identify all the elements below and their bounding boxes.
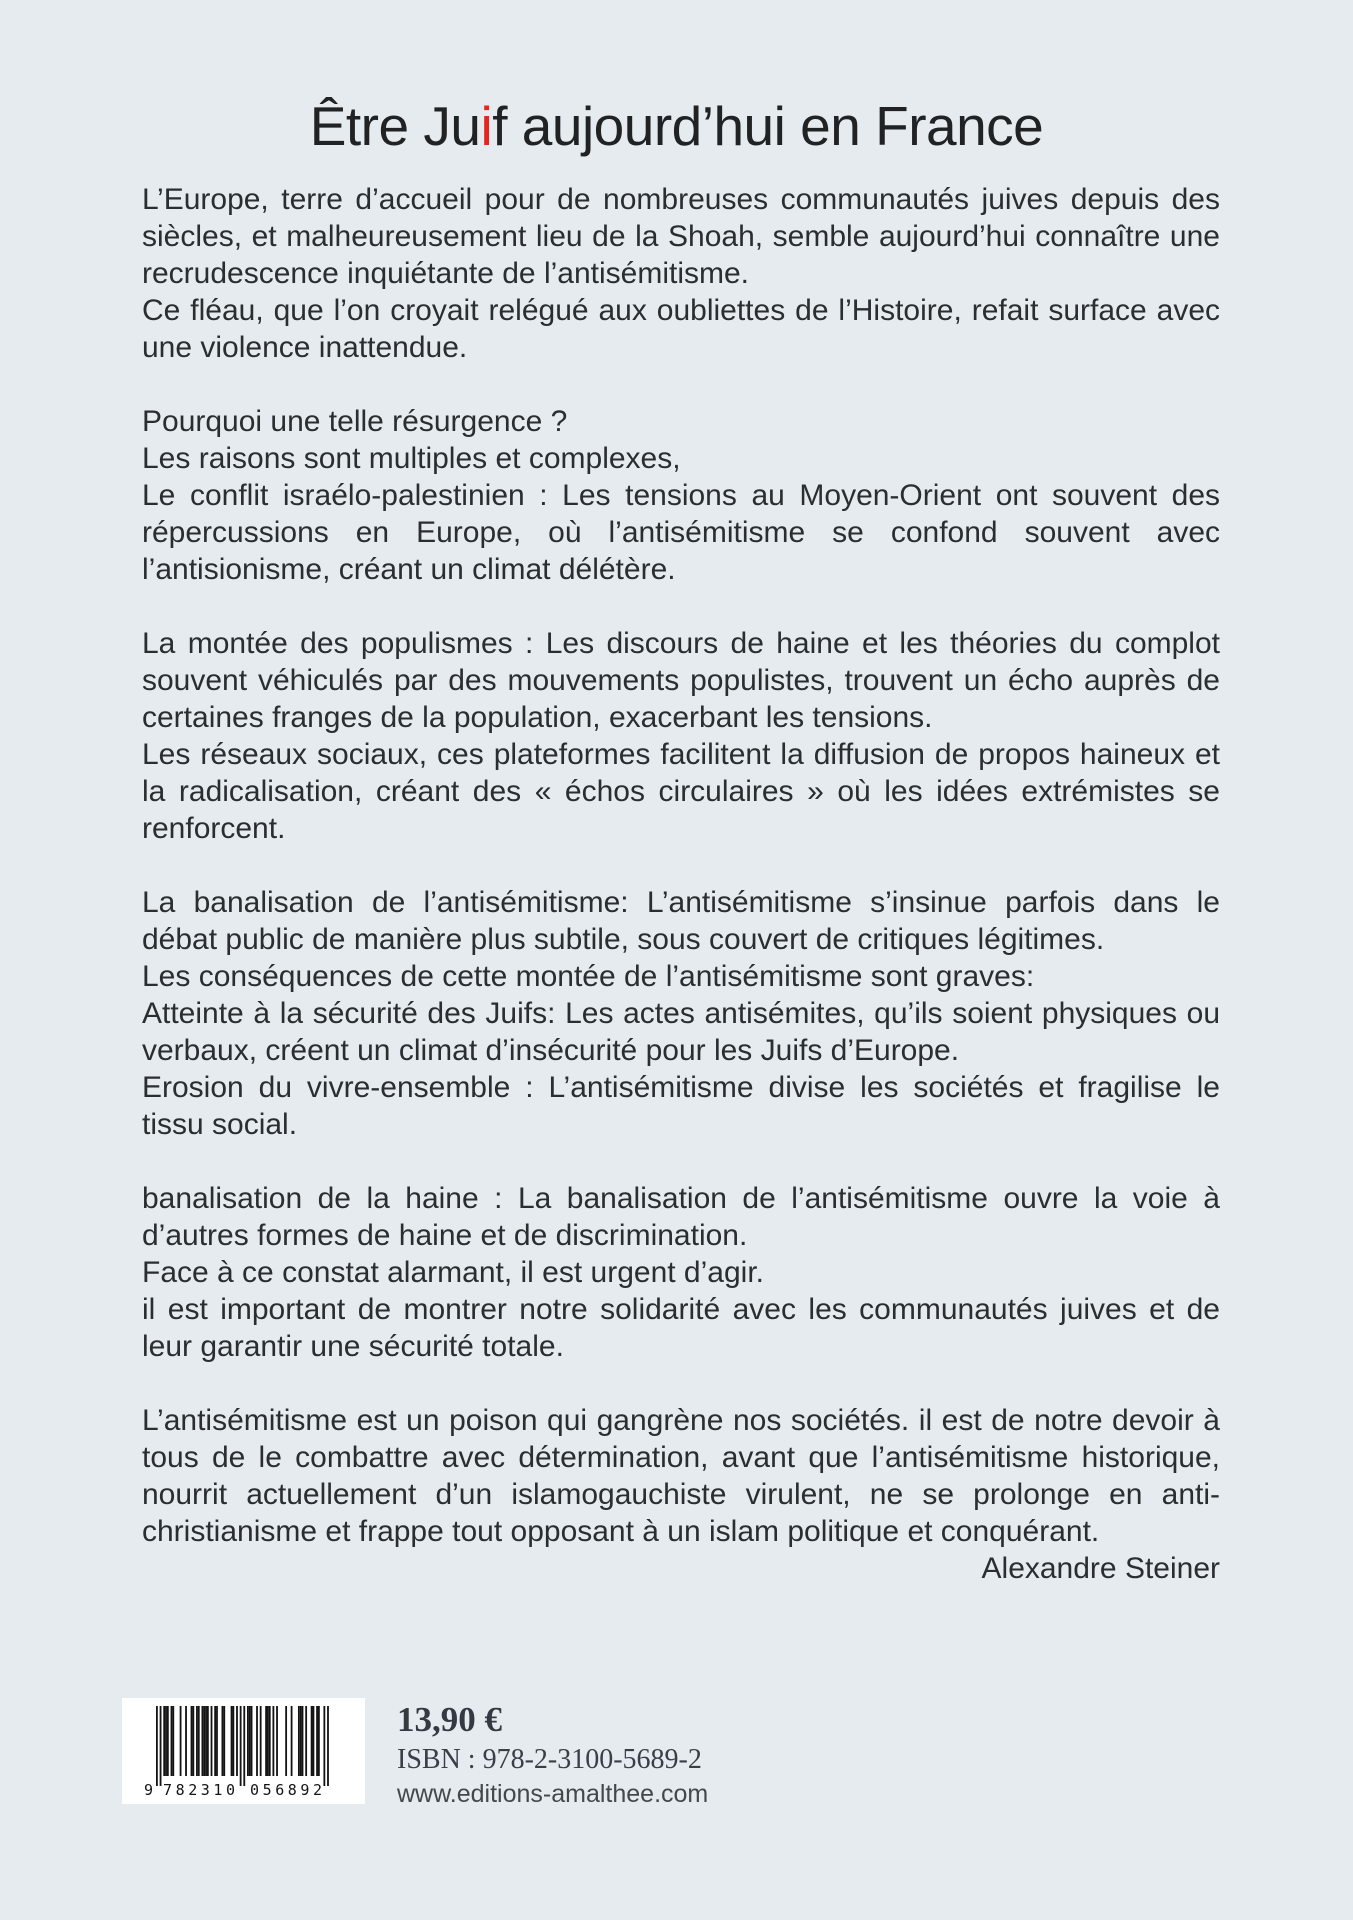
body-paragraph: Erosion du vivre-ensemble : L’antisémitisme divise les sociétés et fragilise le tissu social. bbox=[142, 1070, 1220, 1141]
title-text: f aujourd’hui en France bbox=[492, 95, 1044, 157]
body-paragraph: Les raisons sont multiples et complexes, bbox=[142, 441, 681, 475]
title-text: Être Ju bbox=[309, 95, 481, 157]
publisher-info bbox=[397, 1698, 708, 1809]
svg-text:9: 9 bbox=[143, 1781, 153, 1799]
publisher-website: www.editions-amalthee.com bbox=[397, 1780, 709, 1808]
body-paragraph: La banalisation de l’antisémitisme: L’antisémitisme s’insinue parfois dans le débat public de manière plus subtile, sous couvert de critiques légitimes. bbox=[142, 885, 1220, 956]
body-paragraph: il est important de montrer notre solidarité avec les communautés juives et de leur garantir une sécurité totale. bbox=[142, 1292, 1220, 1363]
body-paragraph: Les réseaux sociaux, ces plateformes facilitent la diffusion de propos haineux et la radicalisation, créant des « échos circulaires » où les idées extrémistes se renforcent. bbox=[142, 737, 1220, 845]
body-paragraph: banalisation de la haine : La banalisation de l’antisémitisme ouvre la voie à d’autres formes de haine et de discrimination. bbox=[142, 1181, 1220, 1252]
body-paragraph: Pourquoi une telle résurgence ? bbox=[142, 404, 568, 438]
blurb-block bbox=[142, 181, 1220, 1587]
svg-text:056892: 056892 bbox=[250, 1781, 322, 1799]
body-paragraph: Ce fléau, que l’on croyait relégué aux oubliettes de l’Histoire, refait surface avec une violence inattendue. bbox=[142, 293, 1220, 364]
blurb-paragraphs bbox=[142, 181, 1220, 1550]
body-paragraph: Atteinte à la sécurité des Juifs: Les actes antisémites, qu’ils soient physiques ou verbaux, créent un climat d’insécurité pour les Juifs d’Europe. bbox=[142, 996, 1220, 1067]
price: 13,90 € bbox=[397, 1700, 502, 1739]
body-paragraph: L’antisémitisme est un poison qui gangrène nos sociétés. il est de notre devoir à tous de le combattre avec détermination, avant que l’antisémitisme historique, nourrit actuellement d’un islamogauchiste virulent, ne se prolonge en anti-christianisme et frappe tout opposant à un islam politique et conquérant. bbox=[142, 1403, 1220, 1548]
author-name: Alexandre Steiner bbox=[981, 1551, 1220, 1585]
body-paragraph: Le conflit israélo-palestinien : Les tensions au Moyen-Orient ont souvent des répercussions en Europe, où l’antisémitisme se confond souvent avec l’antisionisme, créant un climat délétère. bbox=[142, 478, 1220, 586]
body-paragraph: Face à ce constat alarmant, il est urgent d’agir. bbox=[142, 1255, 764, 1289]
body-paragraph: L’Europe, terre d’accueil pour de nombreuses communautés juives depuis des siècles, et malheureusement lieu de la Shoah, semble aujourd’hui connaître une recrudescence inquiétante de l’antisémitisme. bbox=[142, 182, 1220, 290]
footer bbox=[122, 1698, 708, 1809]
body-paragraph: La montée des populismes : Les discours de haine et les théories du complot souvent véhiculés par des mouvements populistes, trouvent un écho auprès de certaines franges de la population, exacerbant les tensions. bbox=[142, 626, 1220, 734]
body-paragraph: Les conséquences de cette montée de l’antisémitisme sont graves: bbox=[142, 959, 1035, 993]
title-accent-letter: i bbox=[480, 95, 493, 157]
ean-barcode bbox=[122, 1698, 365, 1804]
book-title bbox=[0, 0, 1353, 157]
svg-text:782310: 782310 bbox=[163, 1781, 235, 1799]
isbn: ISBN : 978-2-3100-5689-2 bbox=[397, 1744, 702, 1775]
